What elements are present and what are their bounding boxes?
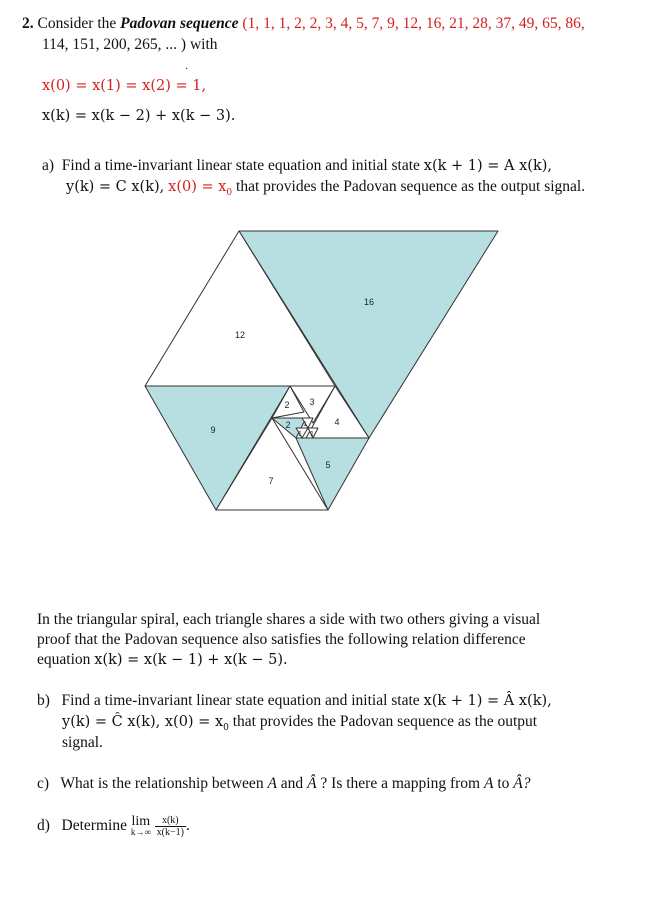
label-2a: 2 bbox=[284, 400, 290, 410]
recurrence: x(k) = x(k − 2) + x(k − 3). bbox=[42, 108, 236, 124]
part-c-A: A bbox=[267, 775, 277, 792]
spiral-text-equation-word: equation bbox=[37, 651, 91, 668]
label-3: 3 bbox=[309, 397, 315, 407]
part-a-state-eq: x(k + 1) = A x(k), bbox=[423, 158, 553, 174]
lim-word: lim bbox=[131, 813, 151, 829]
spiral-relation: x(k) = x(k − 1) + x(k − 5). bbox=[94, 652, 288, 668]
part-a-init-sub: 0 bbox=[226, 187, 233, 198]
label-4: 4 bbox=[334, 417, 340, 427]
part-d-label: d) bbox=[37, 817, 50, 835]
part-b-state-eq: x(k + 1) = Â x(k), bbox=[423, 693, 552, 709]
part-d-period: . bbox=[185, 817, 190, 835]
dot-mark: · bbox=[185, 64, 189, 75]
label-1c: 1 bbox=[310, 431, 314, 438]
part-a-output-eq: y(k) = C x(k), bbox=[66, 179, 165, 195]
intro-text: Consider the bbox=[37, 15, 117, 32]
part-b-line3: signal. bbox=[62, 734, 103, 751]
label-9: 9 bbox=[210, 425, 216, 435]
label-2b: 2 bbox=[285, 420, 291, 430]
part-c-label: c) bbox=[37, 775, 50, 792]
part-d-line bbox=[37, 815, 190, 838]
part-c-text2: ? Is there a mapping from bbox=[320, 775, 481, 792]
sequence-values: 1, 1, 1, 2, 2, 3, 4, 5, 7, 9, 12, 16, 21, 28, 37, 49, 65, 86, bbox=[247, 15, 585, 32]
lim-subscript: k→∞ bbox=[130, 826, 151, 837]
limit-operator bbox=[130, 813, 151, 837]
sequence-line-2: 114, 151, 200, 265, ... ) with bbox=[42, 36, 218, 53]
part-b-label: b) bbox=[37, 692, 50, 709]
part-c-text1: What is the relationship between bbox=[60, 775, 264, 792]
part-a-init-state: x(0) = x bbox=[168, 179, 227, 195]
part-b-text: Find a time-invariant linear state equation and initial state bbox=[61, 692, 420, 709]
spiral-text-line2: proof that the Padovan sequence also satisfies the following relation difference bbox=[37, 631, 526, 648]
part-c-A2: A bbox=[483, 775, 494, 792]
part-b-line2 bbox=[62, 713, 537, 733]
spiral-text-line1: In the triangular spiral, each triangle shares a side with two others giving a visual bbox=[37, 611, 541, 628]
label-16: 16 bbox=[363, 297, 375, 307]
spiral-text-line3 bbox=[37, 651, 288, 669]
limit-fraction bbox=[155, 815, 186, 838]
part-c-Ahat2: Â? bbox=[513, 775, 531, 792]
label-1a: 1 bbox=[303, 421, 307, 428]
fraction-denominator: x(k−1) bbox=[156, 827, 184, 838]
part-b-output-eq: y(k) = Ĉ x(k), x(0) = x bbox=[62, 714, 224, 730]
part-c-line bbox=[37, 775, 530, 793]
label-5: 5 bbox=[325, 460, 331, 470]
part-c-Ahat: Â bbox=[307, 775, 317, 792]
part-a-label: a) bbox=[42, 157, 55, 174]
fraction-numerator: x(k) bbox=[155, 815, 186, 827]
label-7: 7 bbox=[268, 476, 274, 486]
part-b-line1 bbox=[37, 692, 552, 710]
part-b-init-sub: 0 bbox=[223, 722, 229, 733]
part-b-text2: that provides the Padovan sequence as the output bbox=[232, 713, 538, 730]
part-c-to: to bbox=[497, 775, 510, 792]
label-12: 12 bbox=[234, 330, 246, 340]
problem-number: 2. bbox=[22, 15, 34, 32]
init-condition: x(0) = x(1) = x(2) = 1, bbox=[42, 78, 207, 94]
label-1b: 1 bbox=[298, 431, 302, 438]
part-c-and: and bbox=[280, 775, 304, 792]
part-a-text: Find a time-invariant linear state equation and initial state bbox=[61, 157, 420, 174]
seq-open-paren: ( bbox=[242, 15, 248, 32]
part-a-text2: that provides the Padovan sequence as the output signal. bbox=[236, 178, 586, 195]
sequence-name: Padovan sequence bbox=[120, 15, 239, 32]
part-d-text: Determine bbox=[61, 817, 127, 835]
